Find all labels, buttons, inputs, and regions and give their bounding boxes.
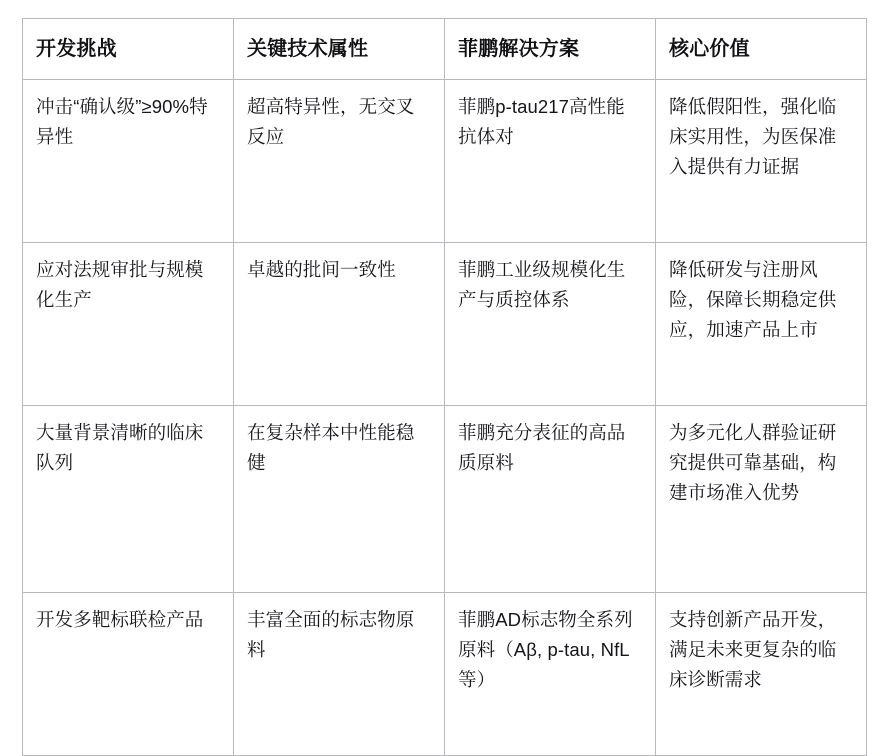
table-row bbox=[23, 593, 867, 756]
table-header bbox=[23, 19, 867, 80]
cell-tech-attribute: 在复杂样本中性能稳健 bbox=[234, 406, 445, 593]
cell-tech-attribute: 超高特异性，无交叉反应 bbox=[234, 80, 445, 243]
cell-tech-attribute: 卓越的批间一致性 bbox=[234, 243, 445, 406]
column-header-tech-attribute: 关键技术属性 bbox=[234, 19, 445, 80]
table-header-row bbox=[23, 19, 867, 80]
cell-challenge: 开发多靶标联检产品 bbox=[23, 593, 234, 756]
cell-core-value: 支持创新产品开发，满足未来更复杂的临床诊断需求 bbox=[656, 593, 867, 756]
cell-challenge: 大量背景清晰的临床队列 bbox=[23, 406, 234, 593]
cell-solution: 菲鹏AD标志物全系列原料（Aβ, p-tau, NfL等） bbox=[445, 593, 656, 756]
column-header-core-value: 核心价值 bbox=[656, 19, 867, 80]
cell-solution: 菲鹏p-tau217高性能抗体对 bbox=[445, 80, 656, 243]
column-header-solution: 菲鹏解决方案 bbox=[445, 19, 656, 80]
table-body bbox=[23, 80, 867, 756]
table-row bbox=[23, 80, 867, 243]
cell-solution: 菲鹏充分表征的高品质原料 bbox=[445, 406, 656, 593]
column-header-challenge: 开发挑战 bbox=[23, 19, 234, 80]
cell-solution: 菲鹏工业级规模化生产与质控体系 bbox=[445, 243, 656, 406]
cell-core-value: 为多元化人群验证研究提供可靠基础，构建市场准入优势 bbox=[656, 406, 867, 593]
cell-challenge: 冲击“确认级”≥90%特异性 bbox=[23, 80, 234, 243]
table-row bbox=[23, 243, 867, 406]
table-row bbox=[23, 406, 867, 593]
cell-tech-attribute: 丰富全面的标志物原料 bbox=[234, 593, 445, 756]
solution-matrix-table bbox=[22, 18, 867, 756]
cell-core-value: 降低研发与注册风险，保障长期稳定供应，加速产品上市 bbox=[656, 243, 867, 406]
cell-core-value: 降低假阳性，强化临床实用性，为医保准入提供有力证据 bbox=[656, 80, 867, 243]
cell-challenge: 应对法规审批与规模化生产 bbox=[23, 243, 234, 406]
